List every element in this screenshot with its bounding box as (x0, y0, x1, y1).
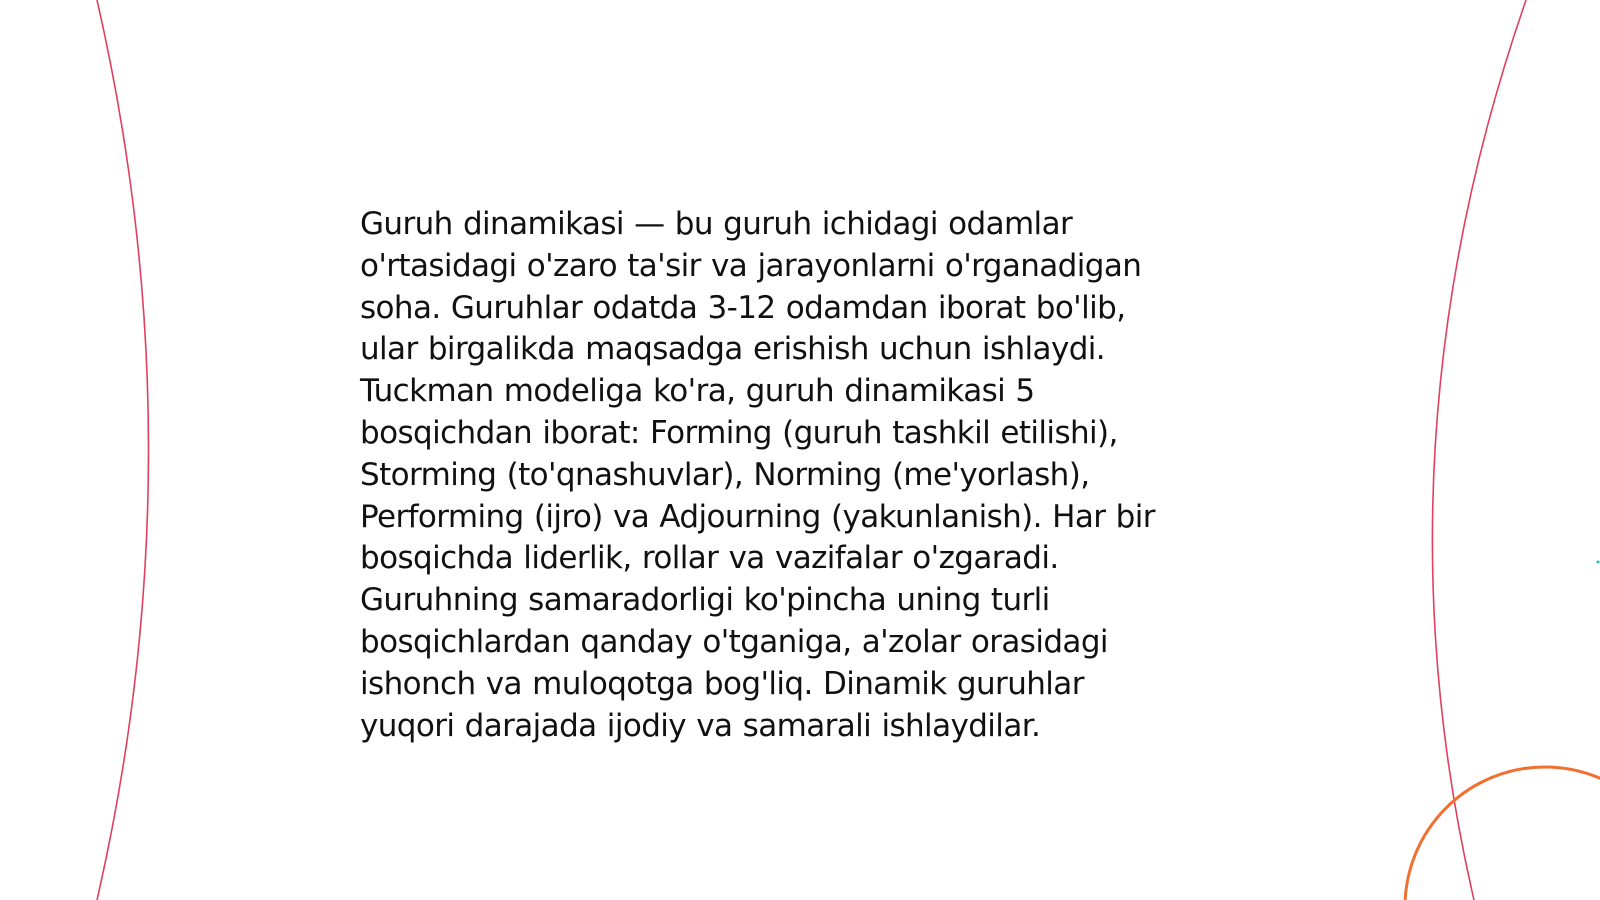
paragraph-line: ishonch va muloqotga bog'liq. Dinamik guruhlar (360, 665, 1084, 702)
paragraph-line: bosqichda liderlik, rollar va vazifalar o'zgaradi. (360, 540, 1059, 577)
paragraph-line: Guruhning samaradorligi ko'pincha uning turli (360, 582, 1050, 619)
paragraph-line: o'rtasidagi o'zaro ta'sir va jarayonlarni o'rganadigan (360, 247, 1142, 284)
left-arc (97, 0, 149, 900)
paragraph-line: bosqichlardan qanday o'tganiga, a'zolar orasidagi (360, 623, 1108, 660)
paragraph-line: Performing (ijro) va Adjourning (yakunlanish). Har bir (360, 498, 1155, 535)
accent-circle (1405, 767, 1600, 900)
accent-dot (1597, 561, 1600, 564)
paragraph-line: Tuckman modeliga ko'ra, guruh dinamikasi 5 (360, 373, 1035, 410)
paragraph-line: Storming (to'qnashuvlar), Norming (me'yorlash), (360, 456, 1090, 493)
paragraph-line: ular birgalikda maqsadga erishish uchun ishlaydi. (360, 331, 1106, 368)
right-arc (1432, 0, 1526, 900)
paragraph-line: soha. Guruhlar odatda 3-12 odamdan iborat bo'lib, (360, 289, 1126, 326)
paragraph-line: Guruh dinamikasi — bu guruh ichidagi odamlar (360, 206, 1073, 242)
paragraph-line: bosqichdan iborat: Forming (guruh tashkil etilishi), (360, 414, 1118, 451)
body-paragraph (360, 204, 1240, 747)
paragraph-line: yuqori darajada ijodiy va samarali ishlaydilar. (360, 707, 1041, 744)
